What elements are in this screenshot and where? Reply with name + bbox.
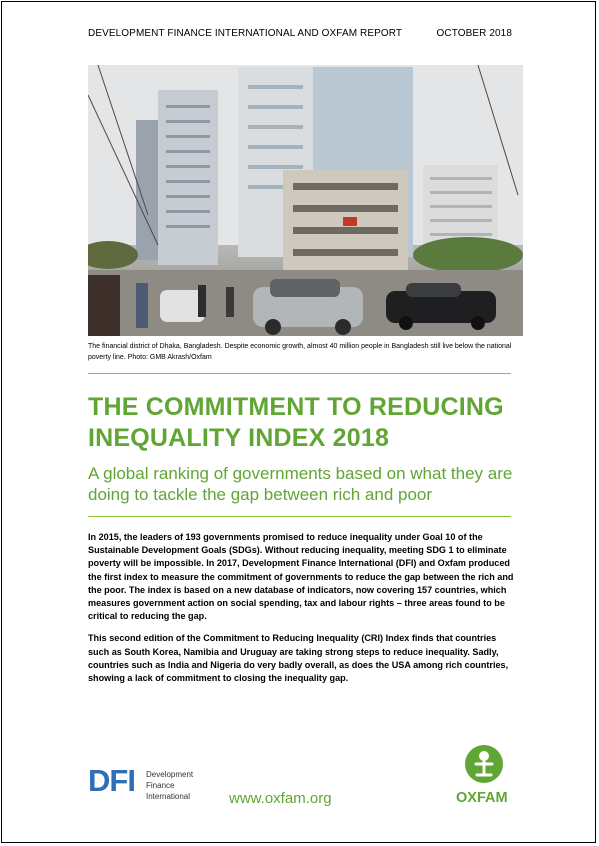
divider-top [88,373,511,374]
report-subtitle: A global ranking of governments based on what they are doing to tackle the gap between rich and poor [88,464,513,504]
header-publisher: DEVELOPMENT FINANCE INTERNATIONAL AND OXFAM REPORT [88,28,403,39]
dfi-logo-line: Finance [146,781,175,790]
divider-bottom [88,516,511,517]
photo-caption: The financial district of Dhaka, Bangladesh. Despite economic growth, almost 40 million people in Bangladesh still live below the national poverty line. Photo: GMB Akrash/Oxfam [88,343,512,361]
dfi-logo-text [146,769,193,802]
dfi-logo-letters: DFI [88,763,135,798]
summary-text [88,531,518,694]
cover-photo [88,65,523,336]
summary-paragraph-2: This second edition of the Commitment to Reducing Inequality (CRI) Index finds that countries such as South Korea, Namibia and Uruguay are taking strong steps to reduce inequality. Sadly, countries such as India and Nigeria do very badly overall, as does the USA among rich countries, showing a lack of commitment to closing the inequality gap. [88,633,509,684]
summary-paragraph-1: In 2015, the leaders of 193 governments promised to reduce inequality under Goal 10 of the Sustainable Development Goals (SDGs). Without reducing inequality, meeting SDG 1 to eliminate poverty will be impossible. In 2017, Development Finance International (DFI) and Oxfam produced the first index to measure the commitment of governments to reduce the gap between the rich and the poor. The index is based on a new database of indicators, now covering 157 countries, which measures government action on social spending, tax and labour rights – three areas found to be critical to reducing the gap. [88,532,514,622]
oxfam-website-link[interactable]: www.oxfam.org [229,790,332,807]
report-title: THE COMMITMENT TO REDUCING INEQUALITY INDEX 2018 [88,393,504,452]
oxfam-roundel-icon [455,743,515,788]
dfi-logo [88,763,218,803]
dfi-logo-line: Development [146,770,194,779]
dhaka-cityscape-illustration [88,65,523,336]
oxfam-wordmark: OXFAM [456,790,508,806]
header-date: OCTOBER 2018 [436,28,512,39]
dfi-logo-line: International [146,792,191,801]
